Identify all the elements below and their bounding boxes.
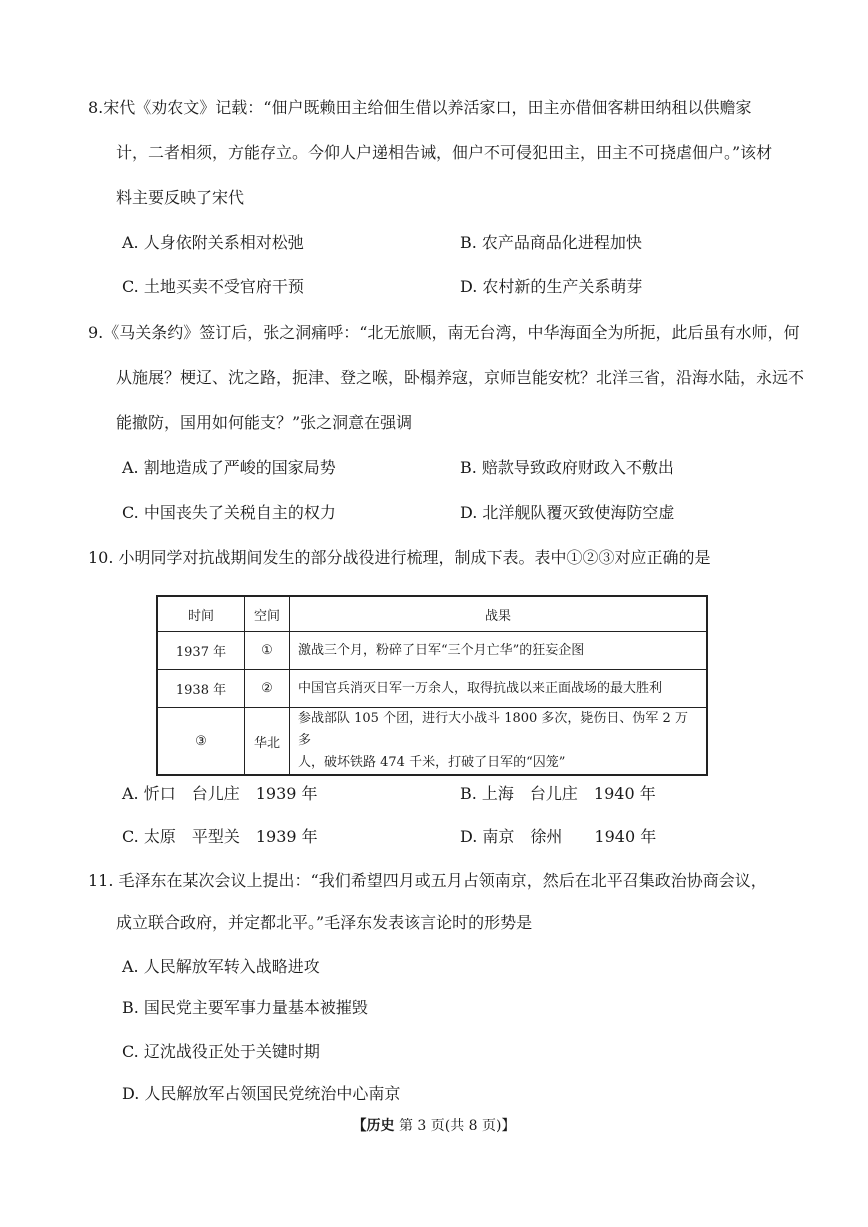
table-header-time: 时间 xyxy=(157,596,245,632)
battle-table xyxy=(156,595,708,776)
q9-stem-line-3: 能撤防，国用如何能支？”张之洞意在强调 xyxy=(116,413,413,432)
q9-option-a: A. 割地造成了严峻的国家局势 xyxy=(122,458,336,477)
q8-option-b: B. 农产品商品化进程加快 xyxy=(460,233,642,252)
table-cell-time: 1937 年 xyxy=(157,632,245,670)
table-header-result: 战果 xyxy=(290,596,708,632)
q8-stem-line-1: 8.宋代《劝农文》记载：“佃户既赖田主给佃生借以养活家口，田主亦借佃客耕田纳租以供赡家 xyxy=(88,98,752,117)
table-cell-time: 1938 年 xyxy=(157,670,245,708)
table-row xyxy=(157,708,707,776)
table-cell-place: ① xyxy=(245,632,290,670)
table-cell-place: 华北 xyxy=(245,708,290,776)
table-cell-time: ③ xyxy=(157,708,245,776)
table-cell-result-line-2: 人，破坏铁路 474 千米，打破了日军的“囚笼” xyxy=(298,755,566,770)
q9-option-b: B. 赔款导致政府财政入不敷出 xyxy=(460,458,674,477)
q9-stem-line-1: 9.《马关条约》签订后，张之洞痛呼：“北无旅顺，南无台湾，中华海面全为所扼，此后虽有水师，何 xyxy=(88,323,800,342)
table-cell-place: ② xyxy=(245,670,290,708)
q11-stem-line-1: 11. 毛泽东在某次会议上提出：“我们希望四月或五月占领南京，然后在北平召集政治协商会议， xyxy=(88,871,767,890)
q11-stem-line-2: 成立联合政府，并定都北平。”毛泽东发表该言论时的形势是 xyxy=(116,913,533,932)
q10-option-c: C. 太原 平型关 1939 年 xyxy=(122,827,318,846)
footer-page-number: 第 3 页(共 8 页)】 xyxy=(398,1118,516,1134)
table-row xyxy=(157,670,707,708)
q9-stem-line-2: 从施展？梗辽、沈之路，扼津、登之喉，卧榻养寇，京师岂能安枕？北洋三省，沿海水陆，永远不 xyxy=(116,368,805,387)
q8-option-a: A. 人身依附关系相对松弛 xyxy=(122,233,304,252)
table-cell-result: 中国官兵消灭日军一万余人，取得抗战以来正面战场的最大胜利 xyxy=(290,670,708,708)
table-row xyxy=(157,632,707,670)
table-header-place: 空间 xyxy=(245,596,290,632)
q10-option-b: B. 上海 台儿庄 1940 年 xyxy=(460,784,656,803)
q9-option-c: C. 中国丧失了关税自主的权力 xyxy=(122,503,336,522)
q8-option-c: C. 土地买卖不受官府干预 xyxy=(122,277,304,296)
table-cell-result xyxy=(290,708,708,776)
q10-option-d: D. 南京 徐州 1940 年 xyxy=(460,827,657,846)
q11-option-a: A. 人民解放军转入战略进攻 xyxy=(122,957,320,976)
q11-option-b: B. 国民党主要军事力量基本被摧毁 xyxy=(122,998,368,1017)
q9-option-d: D. 北洋舰队覆灭致使海防空虚 xyxy=(460,503,675,522)
q10-option-a: A. 忻口 台儿庄 1939 年 xyxy=(122,784,318,803)
footer-subject: 【历史 xyxy=(352,1118,395,1134)
table-cell-result: 激战三个月，粉碎了日军“三个月亡华”的狂妄企图 xyxy=(290,632,708,670)
table-cell-result-line-1: 参战部队 105 个团，进行大小战斗 1800 多次，毙伤日、伪军 2 万多 xyxy=(298,711,688,748)
q8-stem-line-3: 料主要反映了宋代 xyxy=(116,188,245,207)
q11-option-d: D. 人民解放军占领国民党统治中心南京 xyxy=(122,1084,401,1103)
q10-stem-line-1: 10. 小明同学对抗战期间发生的部分战役进行梳理，制成下表。表中①②③对应正确的是 xyxy=(88,548,711,567)
q8-option-d: D. 农村新的生产关系萌芽 xyxy=(460,277,643,296)
page-footer xyxy=(0,1115,868,1135)
q11-option-c: C. 辽沈战役正处于关键时期 xyxy=(122,1042,320,1061)
q8-stem-line-2: 计，二者相须，方能存立。今仰人户递相告诫，佃户不可侵犯田主，田主不可挠虐佃户。”该材 xyxy=(116,143,773,162)
